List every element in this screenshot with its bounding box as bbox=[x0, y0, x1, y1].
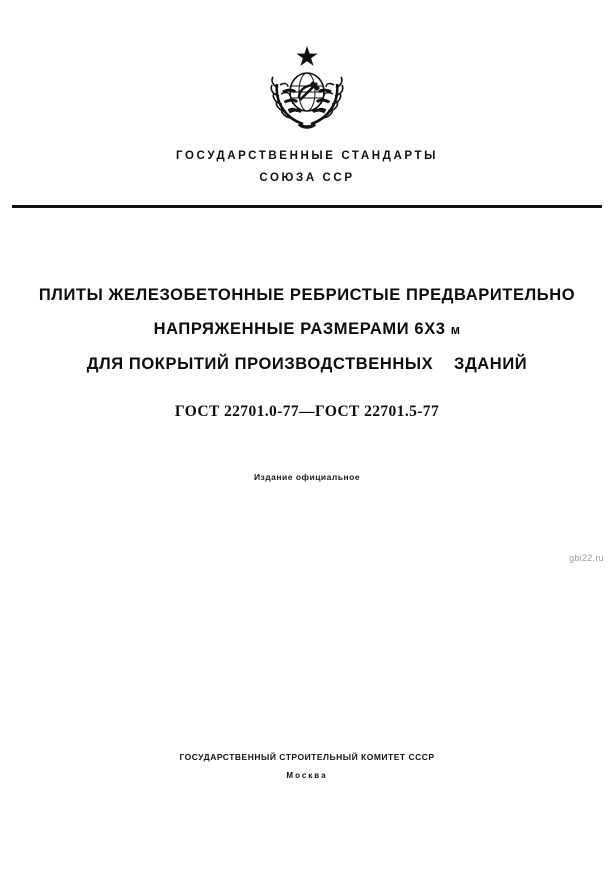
ussr-state-emblem-icon bbox=[259, 40, 355, 136]
footer-organization: ГОСУДАРСТВЕННЫЙ СТРОИТЕЛЬНЫЙ КОМИТЕТ СССР bbox=[179, 752, 435, 762]
page-top-edge bbox=[0, 0, 614, 6]
emblem-container bbox=[0, 40, 614, 141]
title-line-1: ПЛИТЫ ЖЕЛЕЗОБЕТОННЫЕ РЕБРИСТЫЕ ПРЕДВАРИТЕЛЬНО bbox=[38, 286, 576, 304]
footer-city: Москва bbox=[286, 771, 328, 780]
watermark: gbi22.ru bbox=[569, 553, 604, 563]
document-title bbox=[0, 278, 614, 381]
title-line-2-main: НАПРЯЖЕННЫЕ РАЗМЕРАМИ 6Х3 bbox=[153, 320, 446, 338]
standard-code: ГОСТ 22701.0-77—ГОСТ 22701.5-77 bbox=[174, 403, 440, 420]
title-line-3: ДЛЯ ПОКРЫТИЙ ПРОИЗВОДСТВЕННЫХ ЗДАНИЙ bbox=[86, 355, 528, 373]
header-line-union: СОЮЗА ССР bbox=[259, 172, 355, 184]
header-divider bbox=[12, 205, 602, 208]
page-bottom-edge bbox=[0, 870, 614, 876]
title-line-2 bbox=[0, 312, 614, 347]
title-line-2-unit: м bbox=[450, 323, 461, 337]
document-footer bbox=[0, 752, 614, 780]
header-line-standards: ГОСУДАРСТВЕННЫЕ СТАНДАРТЫ bbox=[176, 150, 438, 162]
edition-note: Издание официальное bbox=[253, 472, 361, 482]
